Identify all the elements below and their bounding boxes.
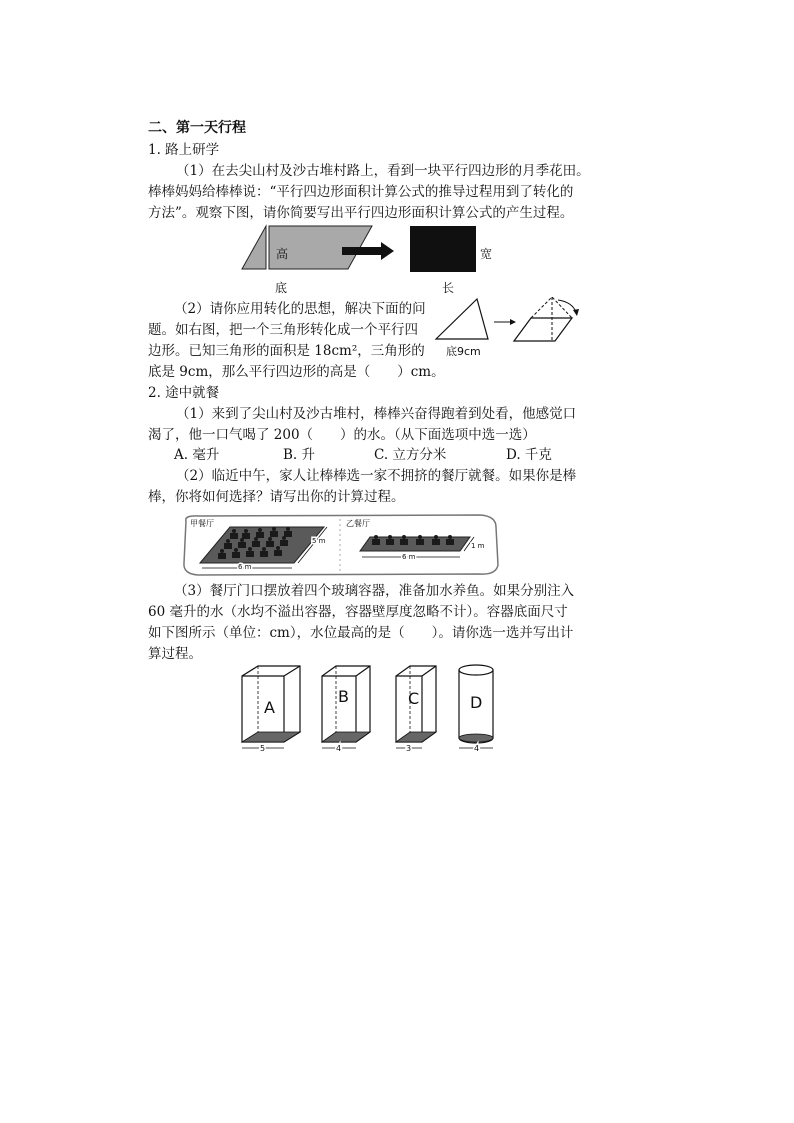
restaurant-a-length: 6 m: [238, 563, 252, 571]
part1-q2-line1: （2）请你应用转化的思想，解决下面的问: [174, 301, 426, 317]
container-a-label: A: [264, 698, 275, 717]
part1-q2-line2: 题。如右图，把一个三角形转化成一个平行四: [148, 322, 418, 338]
parallelogram-figure: [238, 222, 498, 297]
option-d: D. 千克: [506, 447, 552, 463]
part2-q3-line1: （3）餐厅门口摆放着四个玻璃容器，准备加水养鱼。如果分别注入: [174, 583, 575, 599]
option-c: C. 立方分米: [374, 447, 447, 463]
part1-q1-line2: 棒棒妈妈给棒棒说：“平行四边形面积计算公式的推导过程用到了转化的: [148, 184, 574, 200]
part2-q1-line1: （1）来到了尖山村及沙古堆村，棒棒兴奋得跑着到处看，他感觉口: [176, 406, 577, 422]
part2-q1-line2: 渴了，他一口气喝了 200（ ）的水。（从下面选项中选一选）: [148, 427, 536, 443]
part2-q3-line3: 如下图所示（单位：cm），水位最高的是（ ）。请你选一选并写出计: [148, 625, 574, 641]
part1-q2-line4: 底是 9cm，那么平行四边形的高是（ ）cm。: [148, 364, 445, 380]
container-d: [459, 665, 493, 753]
container-b: [322, 666, 370, 753]
part2-q3-line4: 算过程。: [148, 646, 202, 662]
base-label: 底: [275, 281, 288, 295]
rectangle-shape: [410, 226, 476, 272]
triangle-shape: [436, 299, 488, 339]
height-label: 高: [276, 247, 289, 261]
container-b-dim: 4: [336, 744, 342, 753]
part2-heading: 2. 途中就餐: [148, 385, 220, 401]
length-label: 长: [442, 281, 455, 295]
triangle-base-label: 底9cm: [446, 345, 481, 358]
part1-q1-line1: （1）在去尖山村及沙古堆村路上，看到一块平行四边形的月季花田。: [176, 163, 590, 179]
restaurants-figure: [180, 513, 500, 577]
option-a: A. 毫升: [174, 447, 220, 463]
part1-heading: 1. 路上研学: [148, 142, 220, 158]
container-a: [242, 666, 300, 753]
container-c-dim: 3: [406, 744, 412, 753]
container-c-label: C: [408, 689, 420, 708]
container-b-label: B: [338, 687, 349, 706]
restaurant-b-width: 1 m: [471, 542, 485, 550]
container-a-dim: 5: [260, 744, 266, 753]
containers-figure: [234, 662, 514, 772]
part2-q2-line1: （2）临近中午，家人让棒棒选一家不拥挤的餐厅就餐。如果你是棒: [176, 468, 577, 484]
restaurant-a-width: 5 m: [312, 537, 326, 545]
restaurant-b-length: 6 m: [402, 553, 416, 561]
container-d-label: D: [470, 693, 483, 712]
width-label: 宽: [480, 247, 493, 261]
part2-q2-line2: 棒，你将如何选择？请写出你的计算过程。: [148, 489, 405, 505]
section-title: 二、第一天行程: [148, 120, 246, 136]
part2-q3-line2: 60 毫升的水（水均不溢出容器，容器壁厚度忽略不计）。容器底面尺寸: [148, 604, 568, 620]
part1-q1-line3: 方法”。观察下图，请你简要写出平行四边形面积计算公式的产生过程。: [148, 205, 574, 221]
part1-q2-line3: 边形。已知三角形的面积是 18cm²，三角形的: [148, 343, 425, 359]
option-b: B. 升: [283, 447, 316, 463]
container-c: [396, 666, 436, 753]
restaurant-b-name: 乙餐厅: [346, 519, 370, 528]
container-d-dim: 4: [474, 744, 480, 753]
restaurant-a-name: 甲餐厅: [190, 519, 214, 528]
converted-parallelogram: [514, 318, 572, 341]
parallelogram-triangle: [242, 226, 266, 269]
triangle-figure: [430, 294, 590, 360]
